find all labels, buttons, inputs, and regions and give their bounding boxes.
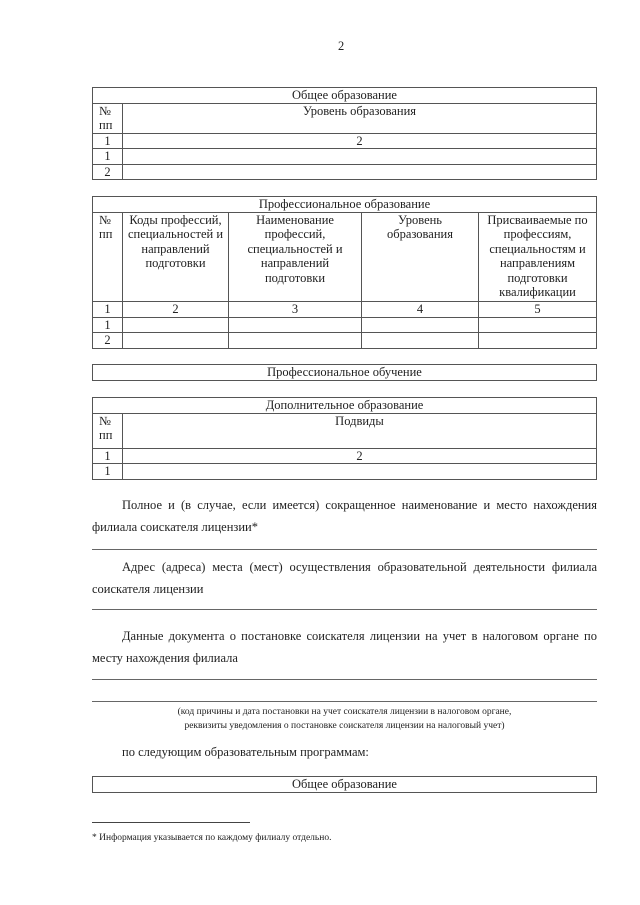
header-cell: Наименование профессий, специальностей и направлений подготовки — [229, 212, 362, 301]
row-number: 2 — [93, 164, 123, 180]
branch-address-line[interactable] — [92, 609, 597, 610]
professional-education-table — [92, 196, 597, 349]
branch-address-paragraph: Адрес (адреса) места (мест) осуществления образовательной деятельности филиала соискателя лицензии — [92, 560, 597, 596]
tax-data-paragraph: Данные документа о постановке соискателя лицензии на учет в налоговом органе по месту нахождения филиала — [92, 629, 597, 665]
row-number: 1 — [93, 317, 123, 333]
table-cell[interactable] — [362, 317, 479, 333]
header-cell: Коды профессий, специальностей и направлений подготовки — [123, 212, 229, 301]
table-row — [93, 317, 597, 333]
table-cell[interactable] — [362, 333, 479, 349]
table-row — [93, 149, 597, 165]
tax-data-line-2[interactable] — [92, 701, 597, 702]
table-title: Дополнительное образование — [93, 398, 597, 414]
numbering-cell: 4 — [362, 301, 479, 317]
table-cell[interactable] — [123, 149, 597, 165]
numbering-cell: 1 — [93, 133, 123, 149]
branch-name-paragraph: Полное и (в случае, если имеется) сокращенное наименование и место нахождения филиала соискателя лицензии* — [92, 498, 597, 534]
table-cell[interactable] — [229, 317, 362, 333]
table-cell[interactable] — [123, 317, 229, 333]
header-cell: Уровень образования — [123, 103, 597, 133]
footnote: * Информация указывается по каждому филиалу отдельно. — [92, 833, 332, 843]
table-cell[interactable] — [123, 333, 229, 349]
header-cell: Уровень образования — [362, 212, 479, 301]
numbering-cell: 2 — [123, 448, 597, 464]
numbering-cell: 1 — [93, 448, 123, 464]
numbering-cell: 3 — [229, 301, 362, 317]
general-education-box: Общее образование — [92, 776, 597, 793]
row-number: 2 — [93, 333, 123, 349]
table-cell[interactable] — [229, 333, 362, 349]
numbering-cell: 2 — [123, 301, 229, 317]
tax-data-line-1[interactable] — [92, 679, 597, 680]
table-cell[interactable] — [123, 164, 597, 180]
table-title: Общее образование — [93, 88, 597, 104]
header-cell: Присваиваемые по профессиям, специальностям и направлениям подготовки квалификации — [479, 212, 597, 301]
numbering-cell: 2 — [123, 133, 597, 149]
header-cell: № пп — [93, 212, 123, 301]
general-education-table — [92, 87, 597, 180]
row-number: 1 — [93, 149, 123, 165]
page-number: 2 — [338, 39, 345, 53]
branch-name-line[interactable] — [92, 549, 597, 550]
table-title: Профессиональное образование — [93, 197, 597, 213]
table-cell[interactable] — [479, 333, 597, 349]
programs-paragraph: по следующим образовательным программам: — [122, 745, 369, 759]
numbering-cell: 1 — [93, 301, 123, 317]
header-cell: № пп — [93, 413, 123, 448]
table-row — [93, 333, 597, 349]
table-row — [93, 164, 597, 180]
professional-training-box: Профессиональное обучение — [92, 364, 597, 381]
tax-caption-line-2: реквизиты уведомления о постановке соискателя лицензии на налоговый учет) — [184, 721, 505, 731]
additional-education-table — [92, 397, 597, 480]
table-row — [93, 464, 597, 480]
table-cell[interactable] — [479, 317, 597, 333]
header-cell: Подвиды — [123, 413, 597, 448]
header-cell: № пп — [93, 103, 123, 133]
table-cell[interactable] — [123, 464, 597, 480]
numbering-cell: 5 — [479, 301, 597, 317]
footnote-rule — [92, 822, 250, 823]
row-number: 1 — [93, 464, 123, 480]
tax-caption-line-1: (код причины и дата постановки на учет соискателя лицензии в налоговом органе, — [177, 707, 512, 717]
